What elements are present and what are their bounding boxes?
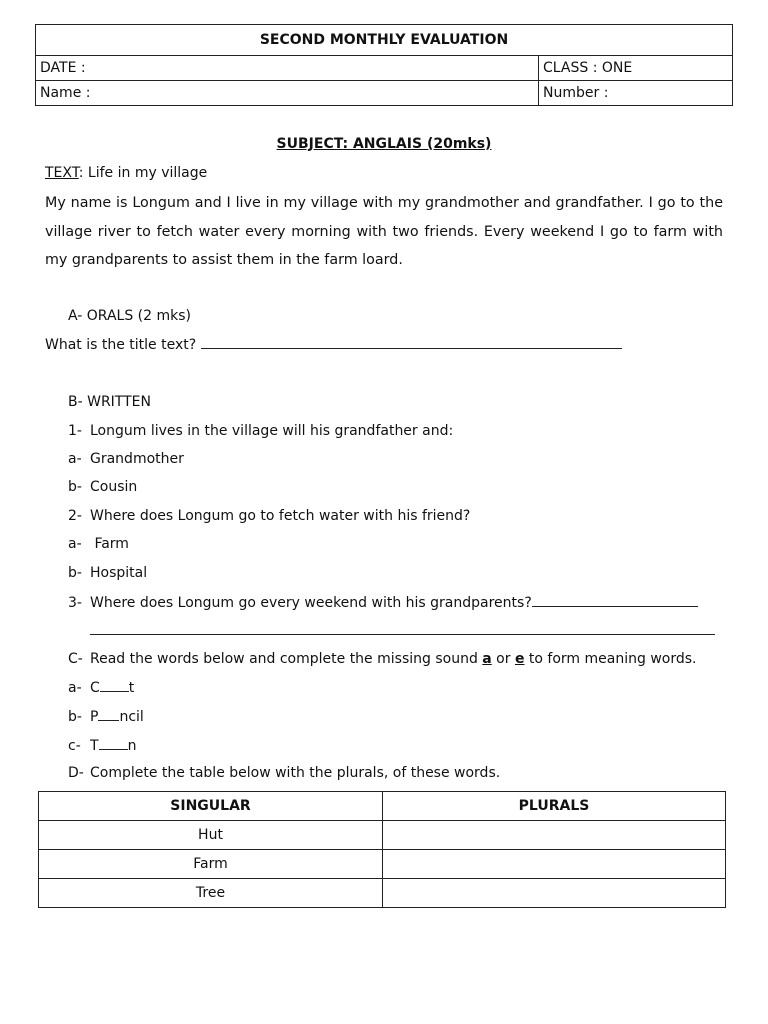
instruction-text: Complete the table below with the plurals, of these words. (90, 765, 501, 781)
plurals-table (38, 791, 726, 908)
sound-a: a (482, 651, 492, 667)
item-label: a- (68, 680, 82, 696)
option-label: a- (68, 451, 82, 467)
text-title-line (45, 165, 207, 181)
number-field[interactable]: Number : (539, 81, 733, 106)
plural-answer-cell[interactable] (383, 821, 726, 850)
q3-text: Where does Longum go every weekend with his grandparents? (90, 595, 532, 611)
option-text: Hospital (90, 565, 148, 581)
q1-text: Longum lives in the village will his grandfather and: (90, 423, 454, 439)
word-end: ncil (119, 709, 144, 725)
answer-blank[interactable] (532, 594, 698, 607)
option-text: Farm (90, 536, 129, 552)
word-item-c (68, 737, 136, 754)
section-a-question (45, 336, 622, 353)
singular-header: SINGULAR (39, 792, 383, 821)
option-label: b- (68, 479, 82, 495)
option-label: b- (68, 565, 82, 581)
text-title: : Life in my village (78, 165, 208, 181)
word-start: T (90, 738, 99, 754)
word-end: n (127, 738, 137, 754)
q2-text: Where does Longum go to fetch water with his friend? (90, 508, 471, 524)
q3-number: 3- (68, 595, 82, 611)
plurals-header: PLURALS (383, 792, 726, 821)
q1-number: 1- (68, 423, 82, 439)
option-q1-b[interactable] (68, 479, 137, 495)
letter-blank[interactable] (98, 708, 119, 721)
section-c-instruction (68, 651, 696, 667)
word-start: C (90, 680, 100, 696)
singular-cell: Farm (39, 850, 383, 879)
passage: My name is Longum and I live in my village with my grandmother and grandfather. I go to the village river to fetch water every morning with two friends. Every weekend I go to farm with my grandparents to assist them in the farm loard. (45, 195, 723, 269)
header-table (35, 24, 733, 106)
word-item-b (68, 708, 144, 725)
name-field[interactable]: Name : (36, 81, 539, 106)
text-label: TEXT (45, 165, 79, 181)
evaluation-title: SECOND MONTHLY EVALUATION (36, 25, 733, 56)
title-question: What is the title text? (45, 337, 197, 353)
word-start: P (90, 709, 99, 725)
option-label: a- (68, 536, 82, 552)
option-text: Grandmother (90, 451, 184, 467)
plural-answer-cell[interactable] (383, 879, 726, 908)
date-field[interactable]: DATE : (36, 56, 539, 81)
section-c-label: C- (68, 651, 83, 667)
class-field[interactable]: CLASS : ONE (539, 56, 733, 81)
section-d-instruction (68, 765, 500, 781)
option-text: Cousin (90, 479, 138, 495)
instruction-end: to form meaning words. (524, 651, 697, 667)
question-1 (68, 423, 453, 439)
instruction-start: Read the words below and complete the missing sound (90, 651, 483, 667)
question-3 (68, 594, 698, 611)
table-row (39, 821, 726, 850)
table-row (39, 879, 726, 908)
singular-cell: Hut (39, 821, 383, 850)
word-end: t (128, 680, 135, 696)
subject-heading: SUBJECT: ANGLAIS (20mks) (276, 136, 492, 152)
table-header-row (39, 792, 726, 821)
item-label: b- (68, 709, 82, 725)
word-item-a (68, 679, 134, 696)
section-d-label: D- (68, 765, 84, 781)
question-2 (68, 508, 470, 524)
answer-blank[interactable] (90, 622, 715, 635)
section-b-heading: B- WRITTEN (68, 394, 151, 410)
answer-blank[interactable] (201, 336, 622, 349)
table-row (39, 850, 726, 879)
option-q2-b[interactable] (68, 565, 147, 581)
or-text: or (491, 651, 515, 667)
answer-line[interactable] (90, 622, 715, 639)
option-q1-a[interactable] (68, 451, 184, 467)
plural-answer-cell[interactable] (383, 850, 726, 879)
option-q2-a[interactable] (68, 536, 129, 552)
sound-e: e (514, 651, 525, 667)
singular-cell: Tree (39, 879, 383, 908)
section-a-heading: A- ORALS (2 mks) (68, 308, 191, 324)
q2-number: 2- (68, 508, 82, 524)
letter-blank[interactable] (99, 737, 128, 750)
item-label: c- (68, 738, 81, 754)
letter-blank[interactable] (100, 679, 129, 692)
